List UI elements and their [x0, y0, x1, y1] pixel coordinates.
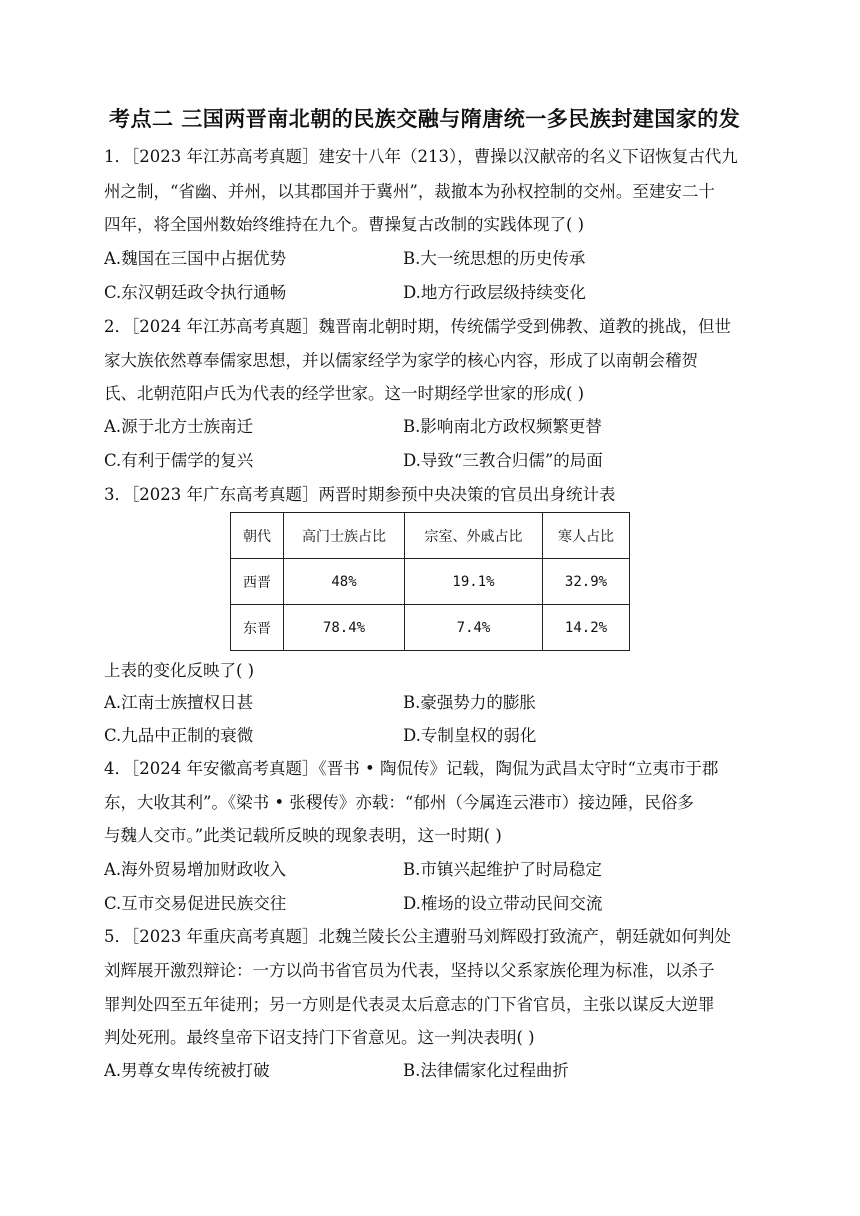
q3-line-1: 3．［2023 年广东高考真题］两晋时期参预中央决策的官员出身统计表	[104, 485, 616, 504]
q3-after-table: 上表的变化反映了( )	[104, 661, 255, 680]
q1-line-1: 1．［2023 年江苏高考真题］建安十八年（213），曹操以汉献帝的名义下诏恢复古代九	[104, 147, 738, 166]
q2-option-c: C.有利于儒学的复兴	[104, 451, 254, 470]
q4-option-a: A.海外贸易增加财政收入	[104, 860, 287, 879]
table-row	[231, 559, 630, 605]
table-cell: 48%	[284, 559, 405, 605]
table-row	[231, 605, 630, 651]
q5-line-1: 5．［2023 年重庆高考真题］北魏兰陵长公主遭驸马刘辉殴打致流产，朝廷就如何判处	[104, 927, 731, 946]
q2-option-b: B.影响南北方政权频繁更替	[403, 417, 602, 436]
table-header-row	[231, 513, 630, 559]
table-header-cell: 宗室、外戚占比	[405, 513, 543, 559]
q3-option-a: A.江南士族擅权日甚	[104, 693, 254, 712]
q3-option-c: C.九品中正制的衰微	[104, 726, 254, 745]
q2-option-a: A.源于北方士族南迁	[104, 417, 254, 436]
q3-option-d: D.专制皇权的弱化	[403, 726, 537, 745]
table-cell: 78.4%	[284, 605, 405, 651]
q5-option-a: A.男尊女卑传统被打破	[104, 1061, 270, 1080]
q1-option-b: B.大一统思想的历史传承	[403, 249, 586, 268]
q3-option-b: B.豪强势力的膨胀	[403, 693, 536, 712]
table-cell: 7.4%	[405, 605, 543, 651]
q4-option-b: B.市镇兴起维护了时局稳定	[403, 860, 602, 879]
q2-line-3: 氏、北朝范阳卢氏为代表的经学世家。这一时期经学世家的形成( )	[104, 384, 585, 403]
table-cell: 西晋	[231, 559, 284, 605]
q2-line-2: 家大族依然尊奉儒家思想，并以儒家经学为家学的核心内容，形成了以南朝会稽贺	[104, 351, 698, 370]
section-title: 考点二 三国两晋南北朝的民族交融与隋唐统一多民族封建国家的发	[109, 107, 741, 131]
table-cell: 19.1%	[405, 559, 543, 605]
table-header-cell: 寒人占比	[543, 513, 630, 559]
table-cell: 32.9%	[543, 559, 630, 605]
q2-line-1: 2．［2024 年江苏高考真题］魏晋南北朝时期，传统儒学受到佛教、道教的挑战，但世	[104, 317, 731, 336]
q4-line-3: 与魏人交市。”此类记载所反映的现象表明，这一时期( )	[104, 826, 502, 845]
q5-line-2: 刘辉展开激烈辩论：一方以尚书省官员为代表，坚持以父系家族伦理为标准，以杀子	[104, 961, 715, 980]
q4-line-1: 4．［2024 年安徽高考真题］《晋书 • 陶侃传》记载，陶侃为武昌太守时“立夷市于郡	[104, 759, 719, 778]
q1-option-d: D.地方行政层级持续变化	[403, 283, 586, 302]
q1-option-a: A.魏国在三国中占据优势	[104, 249, 287, 268]
table-header-cell: 朝代	[231, 513, 284, 559]
q1-line-3: 四年，将全国州数始终维持在九个。曹操复古改制的实践体现了( )	[104, 215, 585, 234]
stats-table	[230, 512, 630, 651]
q5-line-3: 罪判处四至五年徒刑；另一方则是代表灵太后意志的门下省官员，主张以谋反大逆罪	[104, 995, 715, 1014]
q1-option-c: C.东汉朝廷政令执行通畅	[104, 283, 287, 302]
table-cell: 14.2%	[543, 605, 630, 651]
table-cell: 东晋	[231, 605, 284, 651]
q4-line-2: 东，大收其利”。《梁书 • 张稷传》亦载：“郁州（今属连云港市）接边陲，民俗多	[104, 793, 694, 812]
table-header-cell: 高门士族占比	[284, 513, 405, 559]
q4-option-d: D.榷场的设立带动民间交流	[403, 894, 603, 913]
q4-option-c: C.互市交易促进民族交往	[104, 894, 287, 913]
q5-option-b: B.法律儒家化过程曲折	[403, 1061, 569, 1080]
q1-line-2: 州之制，“省幽、并州，以其郡国并于冀州”，裁撤本为孙权控制的交州。至建安二十	[104, 182, 715, 201]
q5-line-4: 判处死刑。最终皇帝下诏支持门下省意见。这一判决表明( )	[104, 1028, 535, 1047]
q2-option-d: D.导致“三教合归儒”的局面	[403, 451, 603, 470]
